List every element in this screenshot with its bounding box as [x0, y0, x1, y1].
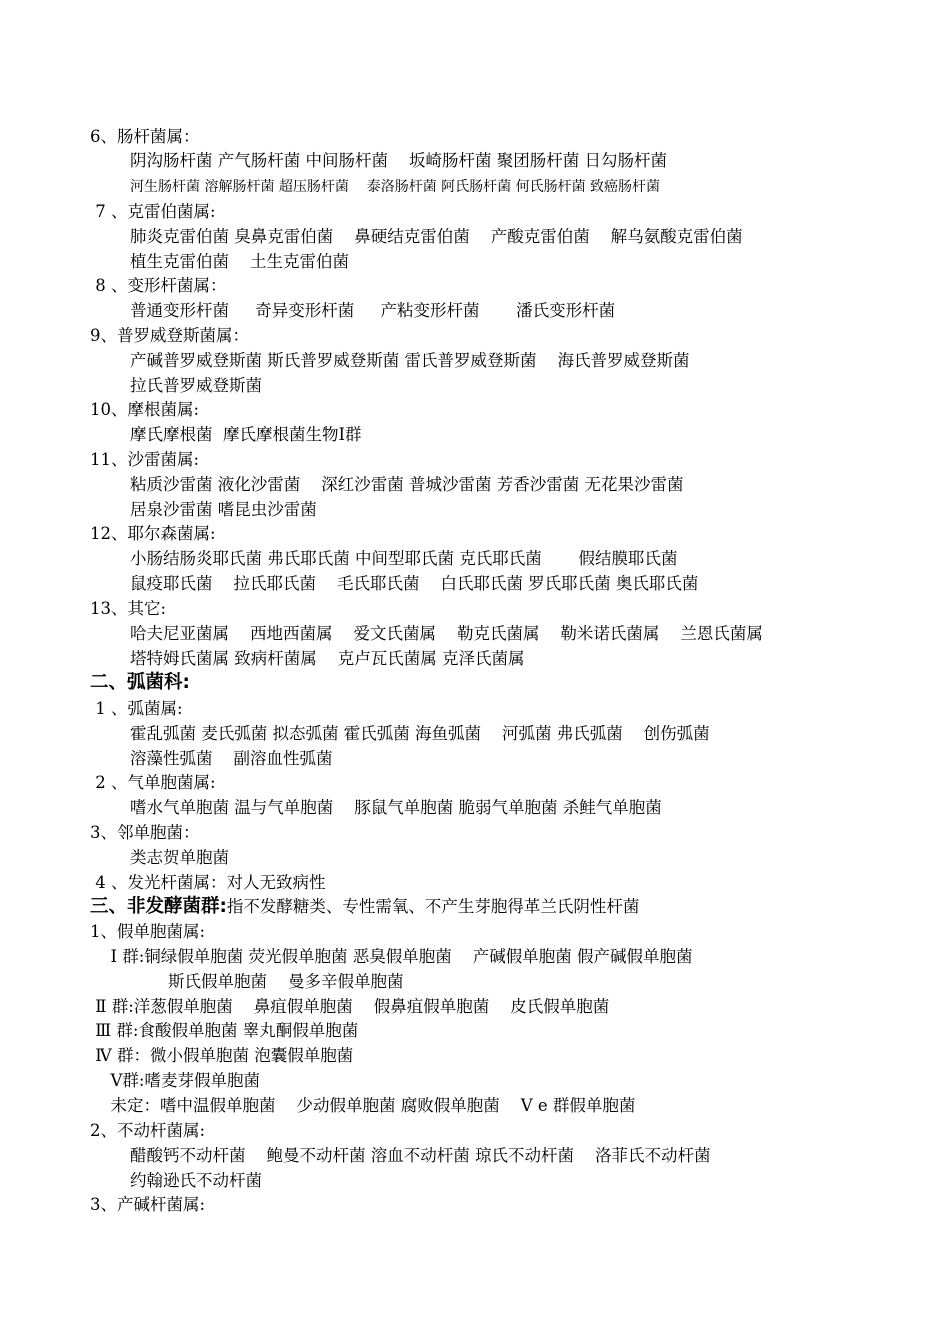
enterobacter-species-line-1: 阴沟肠杆菌 产气肠杆菌 中间肠杆菌 坂崎肠杆菌 聚团肠杆菌 日勾肠杆菌 — [130, 151, 667, 170]
section-serratia-heading: 11、沙雷菌属: — [90, 450, 200, 469]
acinetobacter-species-line-1: 醋酸钙不动杆菌 鲍曼不动杆菌 溶血不动杆菌 琼氏不动杆菌 洛菲氏不动杆菌 — [130, 1146, 711, 1165]
pseudomonas-group-3: Ⅲ 群:食酸假单胞菌 睾丸酮假单胞菌 — [90, 1021, 359, 1040]
section-providencia-heading: 9、普罗威登斯菌属： — [90, 326, 249, 345]
section-plesiomonas-heading: 3、邻单胞菌： — [90, 823, 200, 842]
yersinia-species-line-2: 鼠疫耶氏菌 拉氏耶氏菌 毛氏耶氏菌 白氏耶氏菌 罗氏耶氏菌 奥氏耶氏菌 — [130, 574, 699, 593]
pseudomonas-unassigned: 未定：嗜中温假单胞菌 少动假单胞菌 腐败假单胞菌 Ⅴ e 群假单胞菌 — [100, 1096, 636, 1115]
enterobacter-species-line-2: 河生肠杆菌 溶解肠杆菌 超压肠杆菌 泰洛肠杆菌 阿氏肠杆菌 何氏肠杆菌 致癌肠杆菌 — [130, 179, 661, 195]
section-enterobacter-heading: 6、肠杆菌属： — [90, 127, 200, 146]
section-others-heading: 13、其它: — [90, 599, 167, 618]
serratia-species-line-2: 居泉沙雷菌 嗜昆虫沙雷菌 — [130, 500, 317, 519]
others-genera-line-1: 哈夫尼亚菌属 西地西菌属 爱文氏菌属 勒克氏菌属 勒米诺氏菌属 兰恩氏菌属 — [130, 624, 763, 643]
section-alcaligenes-heading: 3、产碱杆菌属: — [90, 1195, 206, 1214]
pseudomonas-group-1-line-2: 斯氏假单胞菌 曼多辛假单胞菌 — [168, 972, 404, 991]
nonfermenters-heading: 三、非发酵菌群: — [90, 896, 227, 917]
morganella-species-line: 摩氏摩根菌 摩氏摩根菌生物Ⅰ群 — [130, 425, 362, 444]
aeromonas-species-line: 嗜水气单胞菌 温与气单胞菌 豚鼠气单胞菌 脆弱气单胞菌 杀鲑气单胞菌 — [130, 798, 662, 817]
section-yersinia-heading: 12、耶尔森菌属: — [90, 524, 216, 543]
nonfermenters-definition: 指不发酵糖类、专性需氧、不产生芽胞得革兰氏阴性杆菌 — [226, 897, 640, 916]
acinetobacter-species-line-2: 约翰逊氏不动杆菌 — [130, 1171, 262, 1190]
section-morganella-heading: 10、摩根菌属: — [90, 400, 200, 419]
klebsiella-species-line-1: 肺炎克雷伯菌 臭鼻克雷伯菌 鼻硬结克雷伯菌 产酸克雷伯菌 解乌氨酸克雷伯菌 — [130, 227, 743, 246]
others-genera-line-2: 塔特姆氏菌属 致病杆菌属 克卢瓦氏菌属 克泽氏菌属 — [130, 649, 525, 668]
section-photobacterium-heading: 4 、发光杆菌属：对人无致病性 — [90, 873, 326, 892]
proteus-species-line: 普通变形杆菌 奇异变形杆菌 产粘变形杆菌 潘氏变形杆菌 — [130, 301, 616, 320]
pseudomonas-group-1-line-1: Ⅰ 群:铜绿假单胞菌 荧光假单胞菌 恶臭假单胞菌 产碱假单胞菌 假产碱假单胞菌 — [100, 947, 693, 966]
section-pseudomonas-heading: 1、假单胞菌属: — [90, 922, 206, 941]
providencia-species-line-2: 拉氏普罗威登斯菌 — [130, 376, 262, 395]
section-acinetobacter-heading: 2、不动杆菌属: — [90, 1121, 206, 1140]
serratia-species-line-1: 粘质沙雷菌 液化沙雷菌 深红沙雷菌 普城沙雷菌 芳香沙雷菌 无花果沙雷菌 — [130, 475, 684, 494]
pseudomonas-group-5: Ⅴ群:嗜麦芽假单胞菌 — [100, 1071, 260, 1090]
nonfermenters-heading-row — [90, 895, 639, 919]
providencia-species-line-1: 产碱普罗威登斯菌 斯氏普罗威登斯菌 雷氏普罗威登斯菌 海氏普罗威登斯菌 — [130, 351, 690, 370]
vibrio-species-line-1: 霍乱弧菌 麦氏弧菌 拟态弧菌 霍氏弧菌 海鱼弧菌 河弧菌 弗氏弧菌 创伤弧菌 — [130, 724, 710, 743]
klebsiella-species-line-2: 植生克雷伯菌 土生克雷伯菌 — [130, 252, 349, 271]
section-proteus-heading: 8 、变形杆菌属： — [90, 276, 227, 295]
plesiomonas-species-line: 类志贺单胞菌 — [130, 848, 229, 867]
yersinia-species-line-1: 小肠结肠炎耶氏菌 弗氏耶氏菌 中间型耶氏菌 克氏耶氏菌 假结膜耶氏菌 — [130, 549, 678, 568]
section-aeromonas-heading: 2 、气单胞菌属: — [90, 773, 216, 792]
section-vibrio-heading: 1 、弧菌属: — [90, 699, 183, 718]
section-klebsiella-heading: 7 、克雷伯菌属: — [90, 202, 216, 221]
vibrio-species-line-2: 溶藻性弧菌 副溶血性弧菌 — [130, 749, 333, 768]
vibrionaceae-heading: 二、弧菌科: — [90, 672, 190, 693]
pseudomonas-group-2: Ⅱ 群:洋葱假单胞菌 鼻疽假单胞菌 假鼻疽假单胞菌 皮氏假单胞菌 — [90, 997, 610, 1016]
pseudomonas-group-4: Ⅳ 群：微小假单胞菌 泡囊假单胞菌 — [90, 1046, 354, 1065]
